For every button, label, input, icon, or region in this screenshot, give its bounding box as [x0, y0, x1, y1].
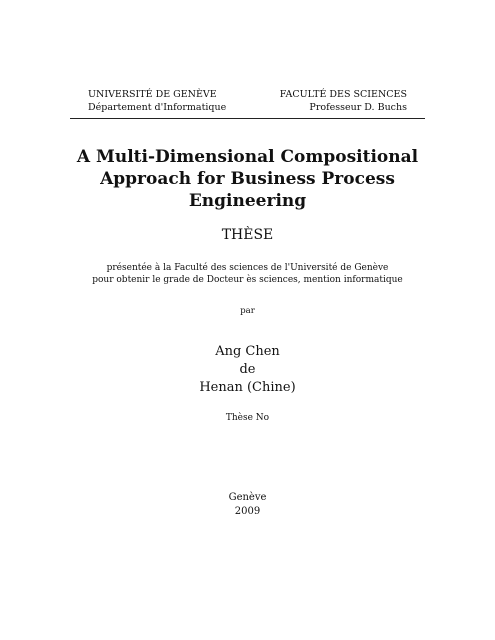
thesis-label: THÈSE	[221, 227, 274, 243]
header-right	[280, 88, 407, 114]
header-divider	[70, 118, 425, 119]
city: Genève	[228, 492, 267, 503]
author-de: de	[239, 362, 256, 377]
description-line-1: présentée à la Faculté des sciences de l'Université de Genève	[106, 263, 389, 273]
thesis-number: Thèse No	[225, 413, 270, 423]
thesis-title	[40, 146, 455, 212]
thesis-description	[0, 262, 495, 286]
place-date	[0, 491, 495, 519]
title-line-2: Approach for Business Process	[100, 169, 395, 189]
author-block	[0, 343, 495, 397]
faculty-name: FACULTÉ DES SCIENCES	[279, 89, 407, 100]
author-name: Ang Chen	[215, 344, 280, 359]
author-origin: Henan (Chine)	[199, 380, 296, 395]
professor-name: Professeur D. Buchs	[309, 102, 407, 113]
department-name: Département d'Informatique	[88, 102, 227, 113]
par-label: par	[240, 306, 255, 316]
description-line-2: pour obtenir le grade de Docteur ès sciences, mention informatique	[92, 275, 403, 285]
title-line-1: A Multi-Dimensional Compositional	[76, 147, 419, 167]
university-name: UNIVERSITÉ DE GENÈVE	[88, 89, 217, 100]
title-line-3: Engineering	[188, 191, 307, 211]
header-left	[88, 88, 226, 114]
year: 2009	[234, 506, 261, 517]
